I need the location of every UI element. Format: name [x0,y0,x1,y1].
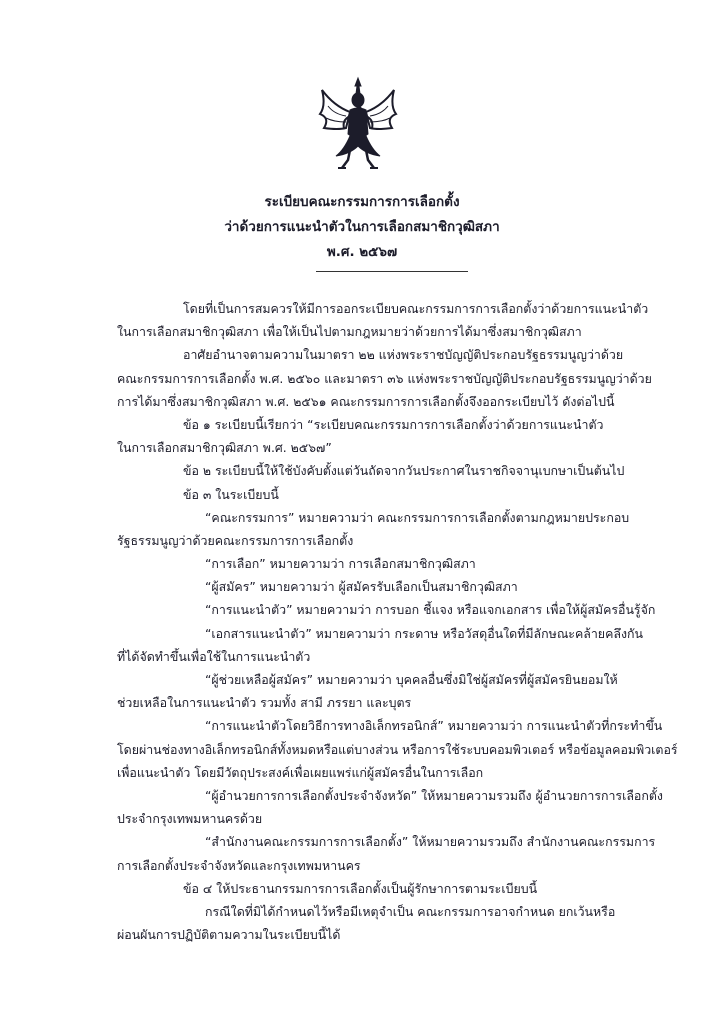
title-line-1: ระเบียบคณะกรรมการการเลือกตั้ง [264,194,460,210]
body-line: “การแนะนำตัวโดยวิธีการทางอิเล็กทรอนิกส์” หมายความว่า การแนะนำตัวที่กระทำขึ้น [205,718,663,734]
body-line: “การแนะนำตัว” หมายความว่า การบอก ชี้แจง หรือแจกเอกสาร เพื่อให้ผู้สมัครอื่นรู้จัก [205,602,656,618]
body-line: เพื่อแนะนำตัว โดยมีวัตถุประสงค์เพื่อเผยแพร่แก่ผู้สมัครอื่นในการเลือก [117,764,484,780]
body-line: การได้มาซึ่งสมาชิกวุฒิสภา พ.ศ. ๒๕๖๑ คณะกรรมการการเลือกตั้งจึงออกระเบียบไว้ ดังต่อไปนี้ [117,393,615,409]
body-line: ในการเลือกสมาชิกวุฒิสภา พ.ศ. ๒๕๖๗” [117,440,332,456]
body-line: “คณะกรรมการ” หมายความว่า คณะกรรมการการเลือกตั้งตามกฎหมายประกอบ [205,509,630,525]
body-line: รัฐธรรมนูญว่าด้วยคณะกรรมการการเลือกตั้ง [117,532,354,548]
document-title [0,190,724,265]
body-line: ข้อ ๔ ให้ประธานกรรมการการเลือกตั้งเป็นผู้รักษาการตามระเบียบนี้ [183,880,538,896]
body-line: “ผู้สมัคร” หมายความว่า ผู้สมัครรับเลือกเป็นสมาชิกวุฒิสภา [205,579,518,595]
title-divider [316,271,468,272]
body-line: “ผู้อำนวยการการเลือกตั้งประจำจังหวัด” ให้หมายความรวมถึง ผู้อำนวยการการเลือกตั้ง [205,787,663,803]
body-line: โดยที่เป็นการสมควรให้มีการออกระเบียบคณะกรรมการการเลือกตั้งว่าด้วยการแนะนำตัว [183,301,649,316]
body-line: คณะกรรมการการเลือกตั้ง พ.ศ. ๒๕๖๐ และมาตรา ๓๖ แห่งพระราชบัญญัติประกอบรัฐธรรมนูญว่าด้วย [117,370,652,386]
body-line: อาศัยอำนาจตามความในมาตรา ๒๒ แห่งพระราชบัญญัติประกอบรัฐธรรมนูญว่าด้วย [183,347,624,363]
body-line: ข้อ ๑ ระเบียบนี้เรียกว่า “ระเบียบคณะกรรมการการเลือกตั้งว่าด้วยการแนะนำตัว [183,416,604,432]
body-line: กรณีใดที่มิได้กำหนดไว้หรือมีเหตุจำเป็น คณะกรรมการอาจกำหนด ยกเว้นหรือ [205,903,616,919]
body-line: ข้อ ๓ ในระเบียบนี้ [183,486,279,502]
body-line: ที่ได้จัดทำขึ้นเพื่อใช้ในการแนะนำตัว [117,648,311,664]
body-line: “เอกสารแนะนำตัว” หมายความว่า กระดาษ หรือวัสดุอื่นใดที่มีลักษณะคล้ายคลึงกัน [205,625,643,641]
body-line: “ผู้ช่วยเหลือผู้สมัคร” หมายความว่า บุคคลอื่นซึ่งมิใช่ผู้สมัครที่ผู้สมัครยินยอมให้ [205,672,618,687]
garuda-emblem-icon [316,76,400,172]
body-line: ประจำกรุงเทพมหานครด้วย [117,811,263,827]
title-year: พ.ศ. ๒๕๖๗ [326,244,398,260]
body-line: ข้อ ๒ ระเบียบนี้ให้ใช้บังคับตั้งแต่วันถัดจากวันประกาศในราชกิจจานุเบกษาเป็นต้นไป [183,463,625,479]
body-line: การเลือกตั้งประจำจังหวัดและกรุงเทพมหานคร [117,857,361,873]
document-body [117,297,687,946]
body-line: “สำนักงานคณะกรรมการการเลือกตั้ง” ให้หมายความรวมถึง สำนักงานคณะกรรมการ [205,834,656,850]
body-line: ช่วยเหลือในการแนะนำตัว รวมทั้ง สามี ภรรยา และบุตร [117,695,412,711]
body-line: โดยผ่านช่องทางอิเล็กทรอนิกส์ทั้งหมดหรือแต่บางส่วน หรือการใช้ระบบคอมพิวเตอร์ หรือข้อมูลคอมพิวเตอร์ [117,741,678,757]
body-line: ในการเลือกสมาชิกวุฒิสภา เพื่อให้เป็นไปตามกฎหมายว่าด้วยการได้มาซึ่งสมาชิกวุฒิสภา [117,324,582,340]
body-line: ผ่อนผันการปฏิบัติตามความในระเบียบนี้ได้ [117,927,341,943]
title-line-2: ว่าด้วยการแนะนำตัวในการเลือกสมาชิกวุฒิสภา [224,219,500,235]
body-line: “การเลือก” หมายความว่า การเลือกสมาชิกวุฒิสภา [205,556,476,572]
